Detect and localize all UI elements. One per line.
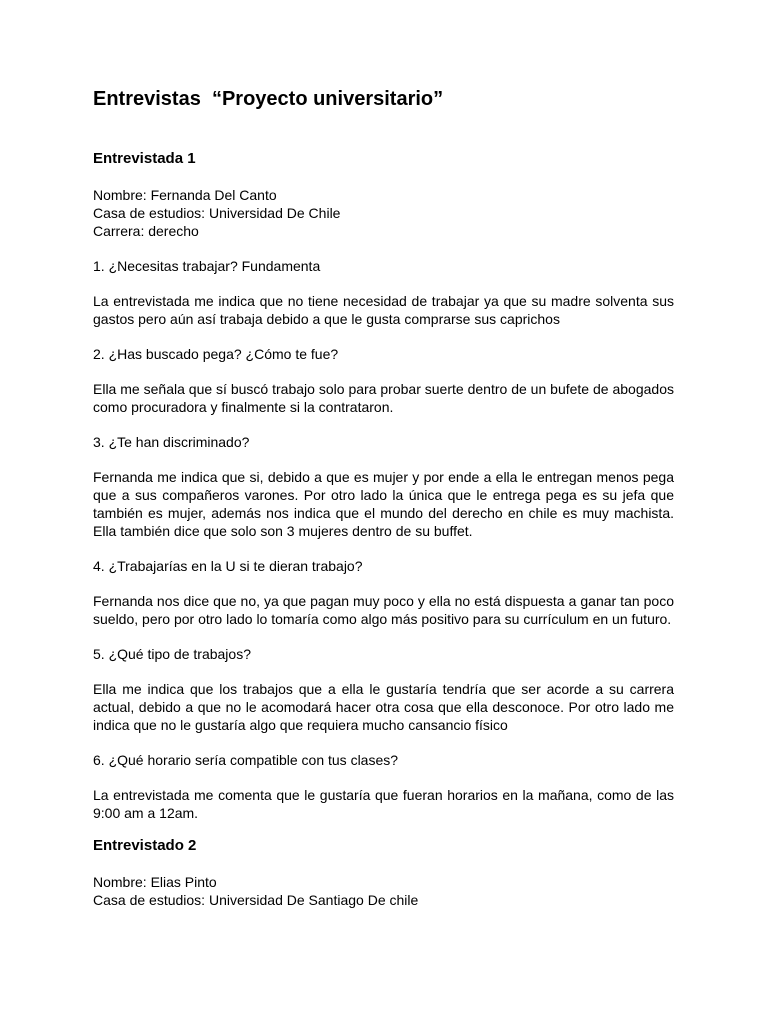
question-4: 4. ¿Trabajarías en la U si te dieran trabajo? [93,558,363,574]
interview-2 [93,837,674,909]
answer-4: Fernanda nos dice que no, ya que pagan muy poco y ella no está dispuesta a ganar tan poco sueldo, pero por otro lado lo tomaría como algo más positivo para su currículum en un futuro. [93,593,674,627]
interview-2-heading: Entrevistado 2 [93,837,197,854]
interview-1-heading: Entrevistada 1 [93,150,196,167]
question-5: 5. ¿Qué tipo de trabajos? [93,646,251,662]
interviewee-2-school: Casa de estudios: Universidad De Santiago De chile [93,892,419,908]
answer-1: La entrevistada me indica que no tiene necesidad de trabajar ya que su madre solventa sus gastos pero aún así trabaja debido a que le gusta comprarse sus caprichos [93,293,674,327]
interviewee-2-name: Nombre: Elias Pinto [93,874,217,890]
question-6: 6. ¿Qué horario sería compatible con tus clases? [93,752,399,768]
document-page [93,86,674,926]
interviewee-career: Carrera: derecho [93,223,199,239]
interviewee-school: Casa de estudios: Universidad De Chile [93,205,341,221]
document-title: Entrevistas “Proyecto universitario” [93,88,444,110]
interviewee-name: Nombre: Fernanda Del Canto [93,187,277,203]
question-3: 3. ¿Te han discriminado? [93,434,250,450]
interview-1 [93,150,674,822]
interviewee-2-info [93,873,674,909]
answer-5: Ella me indica que los trabajos que a ella le gustaría tendría que ser acorde a su carrera actual, debido a que no le acomodará hacer otra cosa que ella desconoce. Por otro lado me indica que no le gustaría algo que requiera mucho cansancio físico [93,681,674,733]
question-1: 1. ¿Necesitas trabajar? Fundamenta [93,258,321,274]
question-2: 2. ¿Has buscado pega? ¿Cómo te fue? [93,346,339,362]
answer-3: Fernanda me indica que si, debido a que es mujer y por ende a ella le entregan menos pega que a sus compañeros varones. Por otro lado la única que le entrega pega es su jefa que también es mujer, además nos indica que el mundo del derecho en chile es muy machista. Ella también dice que solo son 3 mujeres dentro de su buffet. [93,469,674,539]
answer-2: Ella me señala que sí buscó trabajo solo para probar suerte dentro de un bufete de abogados como procuradora y finalmente si la contrataron. [93,381,674,415]
interviewee-info [93,186,674,240]
answer-6: La entrevistada me comenta que le gustaría que fueran horarios en la mañana, como de las 9:00 am a 12am. [93,787,674,821]
